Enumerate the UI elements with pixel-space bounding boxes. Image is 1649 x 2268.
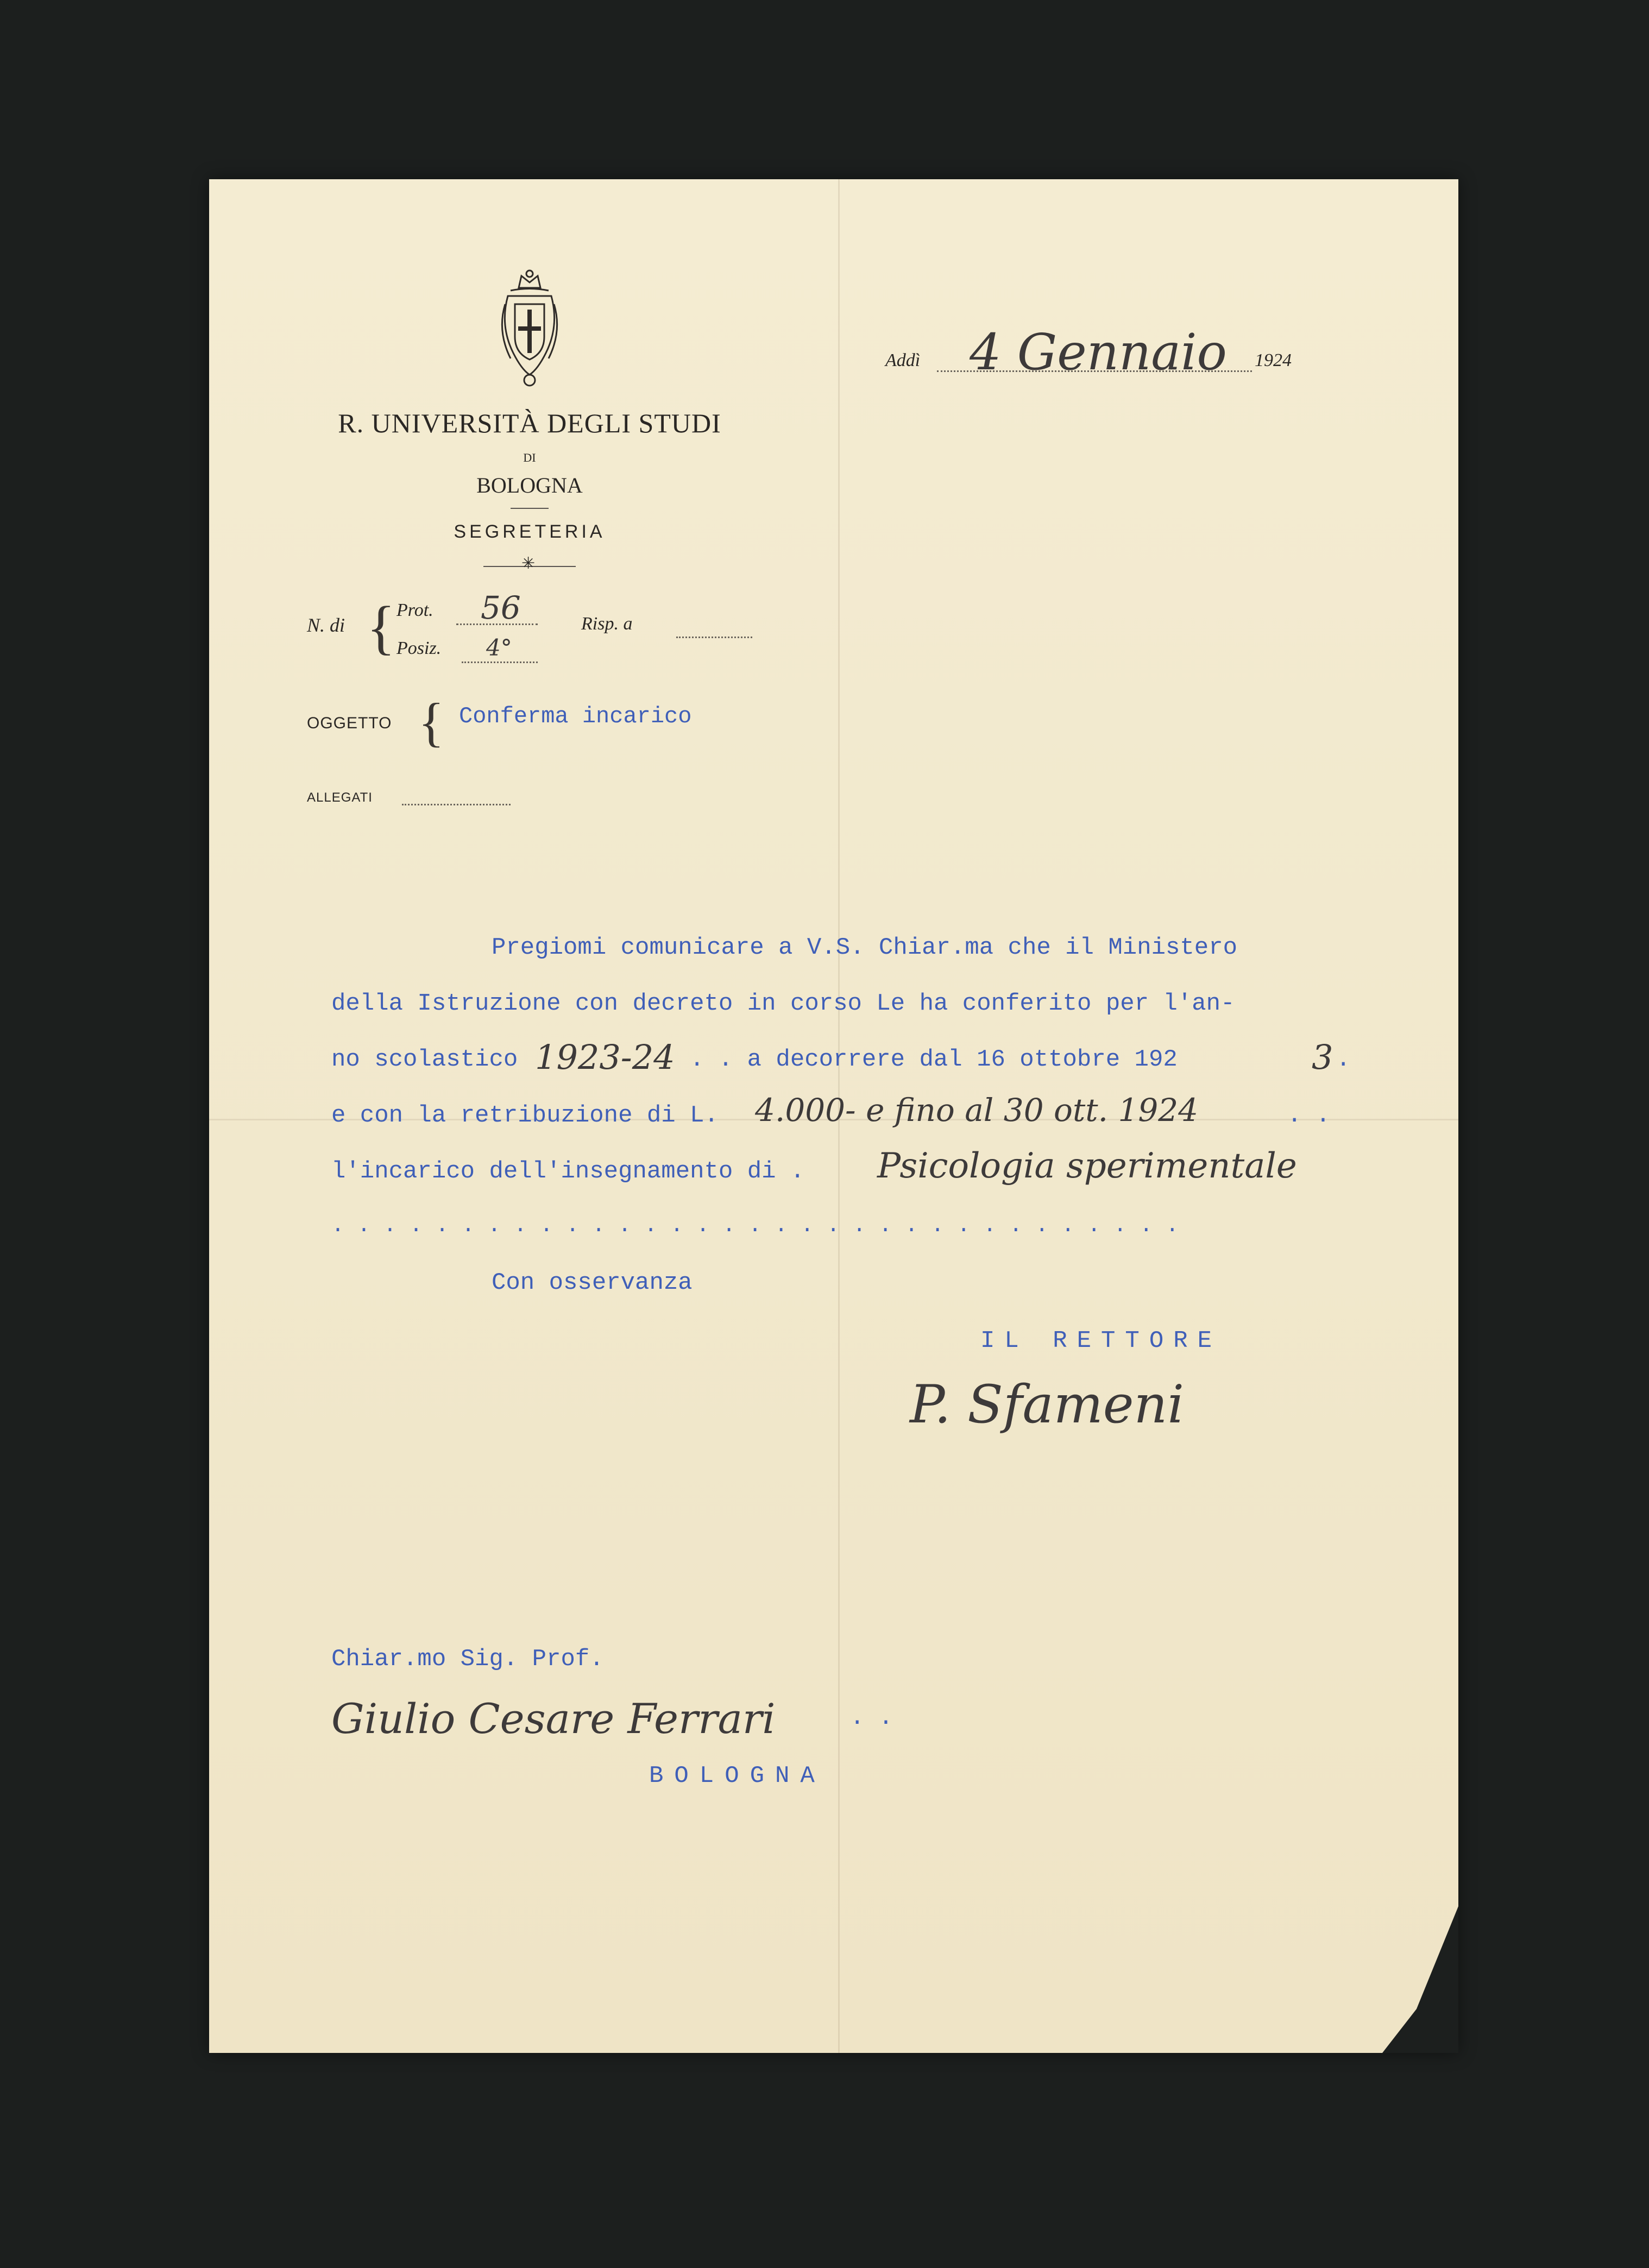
prot-label: Prot. bbox=[396, 600, 433, 620]
university-city: BOLOGNA bbox=[476, 473, 583, 497]
date-year: 1924 bbox=[1255, 350, 1292, 370]
addressee-name-tail: . . bbox=[850, 1704, 893, 1731]
university-di: DI bbox=[523, 451, 536, 464]
torn-corner bbox=[1382, 1906, 1458, 2053]
risp-label: Risp. a bbox=[581, 614, 633, 634]
divider bbox=[511, 508, 549, 509]
ref-n-di-label: N. di bbox=[307, 614, 345, 636]
body-line-4-start: e con la retribuzione di L. bbox=[331, 1102, 719, 1129]
university-name: R. UNIVERSITÀ DEGLI STUDI bbox=[338, 408, 721, 438]
academic-year-handwritten: 1923-24 bbox=[535, 1037, 675, 1077]
addressee-name-handwritten: Giulio Cesare Ferrari bbox=[331, 1694, 776, 1743]
office-name: SEGRETERIA bbox=[454, 521, 606, 542]
attachments-label: ALLEGATI bbox=[307, 790, 373, 805]
body-line-4-tail: . . bbox=[1287, 1102, 1331, 1129]
body-line-5-start: l'incarico dell'insegnamento di . bbox=[331, 1158, 805, 1185]
closing: Con osservanza bbox=[492, 1269, 693, 1296]
addressee-city: BOLOGNA bbox=[649, 1762, 826, 1790]
posiz-value: 4° bbox=[486, 634, 512, 661]
rector-title: IL RETTORE bbox=[980, 1327, 1222, 1354]
body-line-6: . . . . . . . . . . . . . . . . . . . . . . . . . . . . . . . . . bbox=[331, 1214, 1179, 1238]
year-digit-handwritten: 3 bbox=[1312, 1037, 1333, 1077]
star-ornament-icon: ✳ bbox=[521, 555, 536, 572]
course-handwritten: Psicologia sperimentale bbox=[877, 1146, 1297, 1186]
addressee-salutation: Chiar.mo Sig. Prof. bbox=[331, 1646, 604, 1673]
subject-value: Conferma incarico bbox=[459, 703, 692, 729]
body-line-3-end: . . a decorrere dal 16 ottobre 192 bbox=[690, 1046, 1178, 1073]
body-line-3-tail: . bbox=[1336, 1046, 1351, 1073]
posiz-label: Posiz. bbox=[396, 638, 442, 658]
rector-signature: P. Sfameni bbox=[910, 1374, 1185, 1435]
subject-label: OGGETTO bbox=[307, 714, 392, 732]
attachments-dotted-line bbox=[402, 804, 511, 805]
document-sheet bbox=[209, 179, 1458, 2053]
prot-value: 56 bbox=[481, 589, 521, 626]
salary-handwritten: 4.000- e fino al 30 ott. 1924 bbox=[755, 1092, 1199, 1129]
risp-dotted-line bbox=[676, 637, 752, 638]
savoy-crest-icon bbox=[489, 266, 570, 391]
body-line-3-start: no scolastico bbox=[331, 1046, 518, 1073]
brace-icon: { bbox=[367, 594, 395, 660]
brace-icon: { bbox=[418, 692, 444, 752]
body-line-2: della Istruzione con decreto in corso Le ha conferito per l'an- bbox=[331, 990, 1235, 1017]
date-handwritten: 4 Gennaio bbox=[970, 323, 1227, 381]
date-label: Addì bbox=[885, 350, 921, 370]
body-line-1: Pregiomi comunicare a V.S. Chiar.ma che il Ministero bbox=[492, 934, 1238, 961]
posiz-dotted-line bbox=[462, 662, 538, 663]
